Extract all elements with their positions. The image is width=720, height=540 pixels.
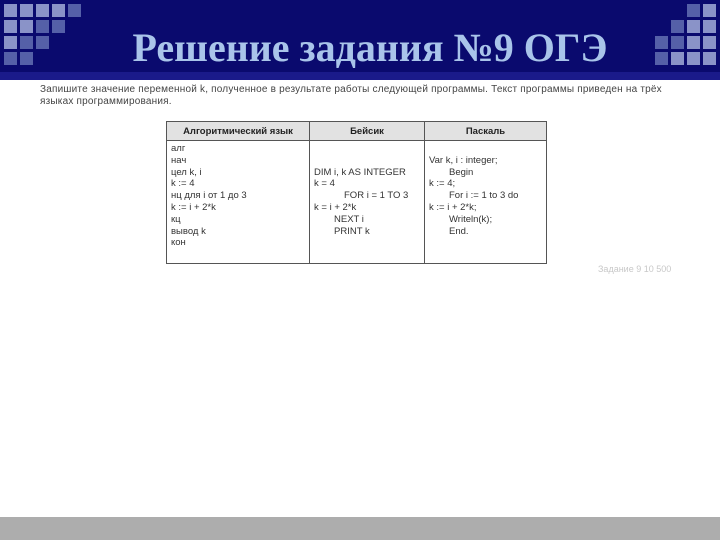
decor-square (655, 52, 668, 65)
slide-header (0, 0, 720, 80)
program-table (166, 121, 547, 264)
code-line: вывод k (171, 225, 206, 237)
decor-square (20, 52, 33, 65)
decor-square (687, 36, 700, 49)
code-line: k = i + 2*k (314, 201, 357, 213)
decor-square (52, 4, 65, 17)
algorithmic-code-cell (167, 141, 310, 264)
decor-square (36, 4, 49, 17)
code-line: цел k, i (171, 166, 202, 178)
table-header-row (167, 122, 547, 141)
code-line: k := 4 (171, 178, 195, 190)
code-line: DIM i, k AS INTEGER (314, 166, 406, 178)
decor-square (4, 36, 17, 49)
pascal-code-cell (425, 141, 547, 264)
decor-square (68, 4, 81, 17)
decor-square (687, 4, 700, 17)
code-line: PRINT k (334, 225, 370, 237)
code-line: алг (171, 143, 186, 154)
decor-square (671, 20, 684, 33)
decor-square (687, 20, 700, 33)
decor-square (687, 52, 700, 65)
decor-square (4, 52, 17, 65)
decor-square (20, 36, 33, 49)
decor-square (36, 20, 49, 33)
decor-square (703, 20, 716, 33)
code-line: k := i + 2*k (171, 201, 216, 213)
code-line: кц (171, 213, 181, 225)
table-row (167, 141, 547, 264)
decor-square (671, 36, 684, 49)
header-basic: Бейсик (310, 122, 425, 141)
code-line: Var k, i : integer; (429, 154, 498, 166)
code-line: нц для i от 1 до 3 (171, 190, 247, 202)
decor-square (671, 52, 684, 65)
code-line: Writeln(k); (449, 213, 493, 225)
decor-square (20, 20, 33, 33)
code-line: k := i + 2*k; (429, 201, 477, 213)
code-line: k := 4; (429, 178, 456, 190)
source-note: Задание 9 10 500 (598, 264, 672, 274)
decor-square (703, 4, 716, 17)
code-line: кон (171, 237, 186, 249)
slide-title: Решение задания №9 ОГЭ (132, 25, 608, 70)
decor-square (36, 36, 49, 49)
header-algorithmic: Алгоритмический язык (167, 122, 310, 141)
task-text: Запишите значение переменной k, полученное в результате работы следующей программы. Текст программы приведен на трёх языках программирования. (40, 84, 662, 107)
decor-square (703, 52, 716, 65)
header-pascal: Паскаль (425, 122, 547, 141)
code-line: NEXT i (334, 213, 364, 225)
code-line: k = 4 (314, 178, 335, 190)
code-line: End. (449, 225, 469, 237)
code-line: нач (171, 154, 187, 166)
decor-square (4, 20, 17, 33)
decor-square (655, 36, 668, 49)
decor-square (703, 36, 716, 49)
basic-code-cell (310, 141, 425, 264)
code-line: FOR i = 1 TO 3 (344, 190, 409, 202)
decor-square (20, 4, 33, 17)
code-line: Begin (449, 166, 474, 178)
decor-square (4, 4, 17, 17)
code-line: For i := 1 to 3 do (449, 190, 519, 202)
decor-square (52, 20, 65, 33)
slide-footer (0, 517, 720, 540)
